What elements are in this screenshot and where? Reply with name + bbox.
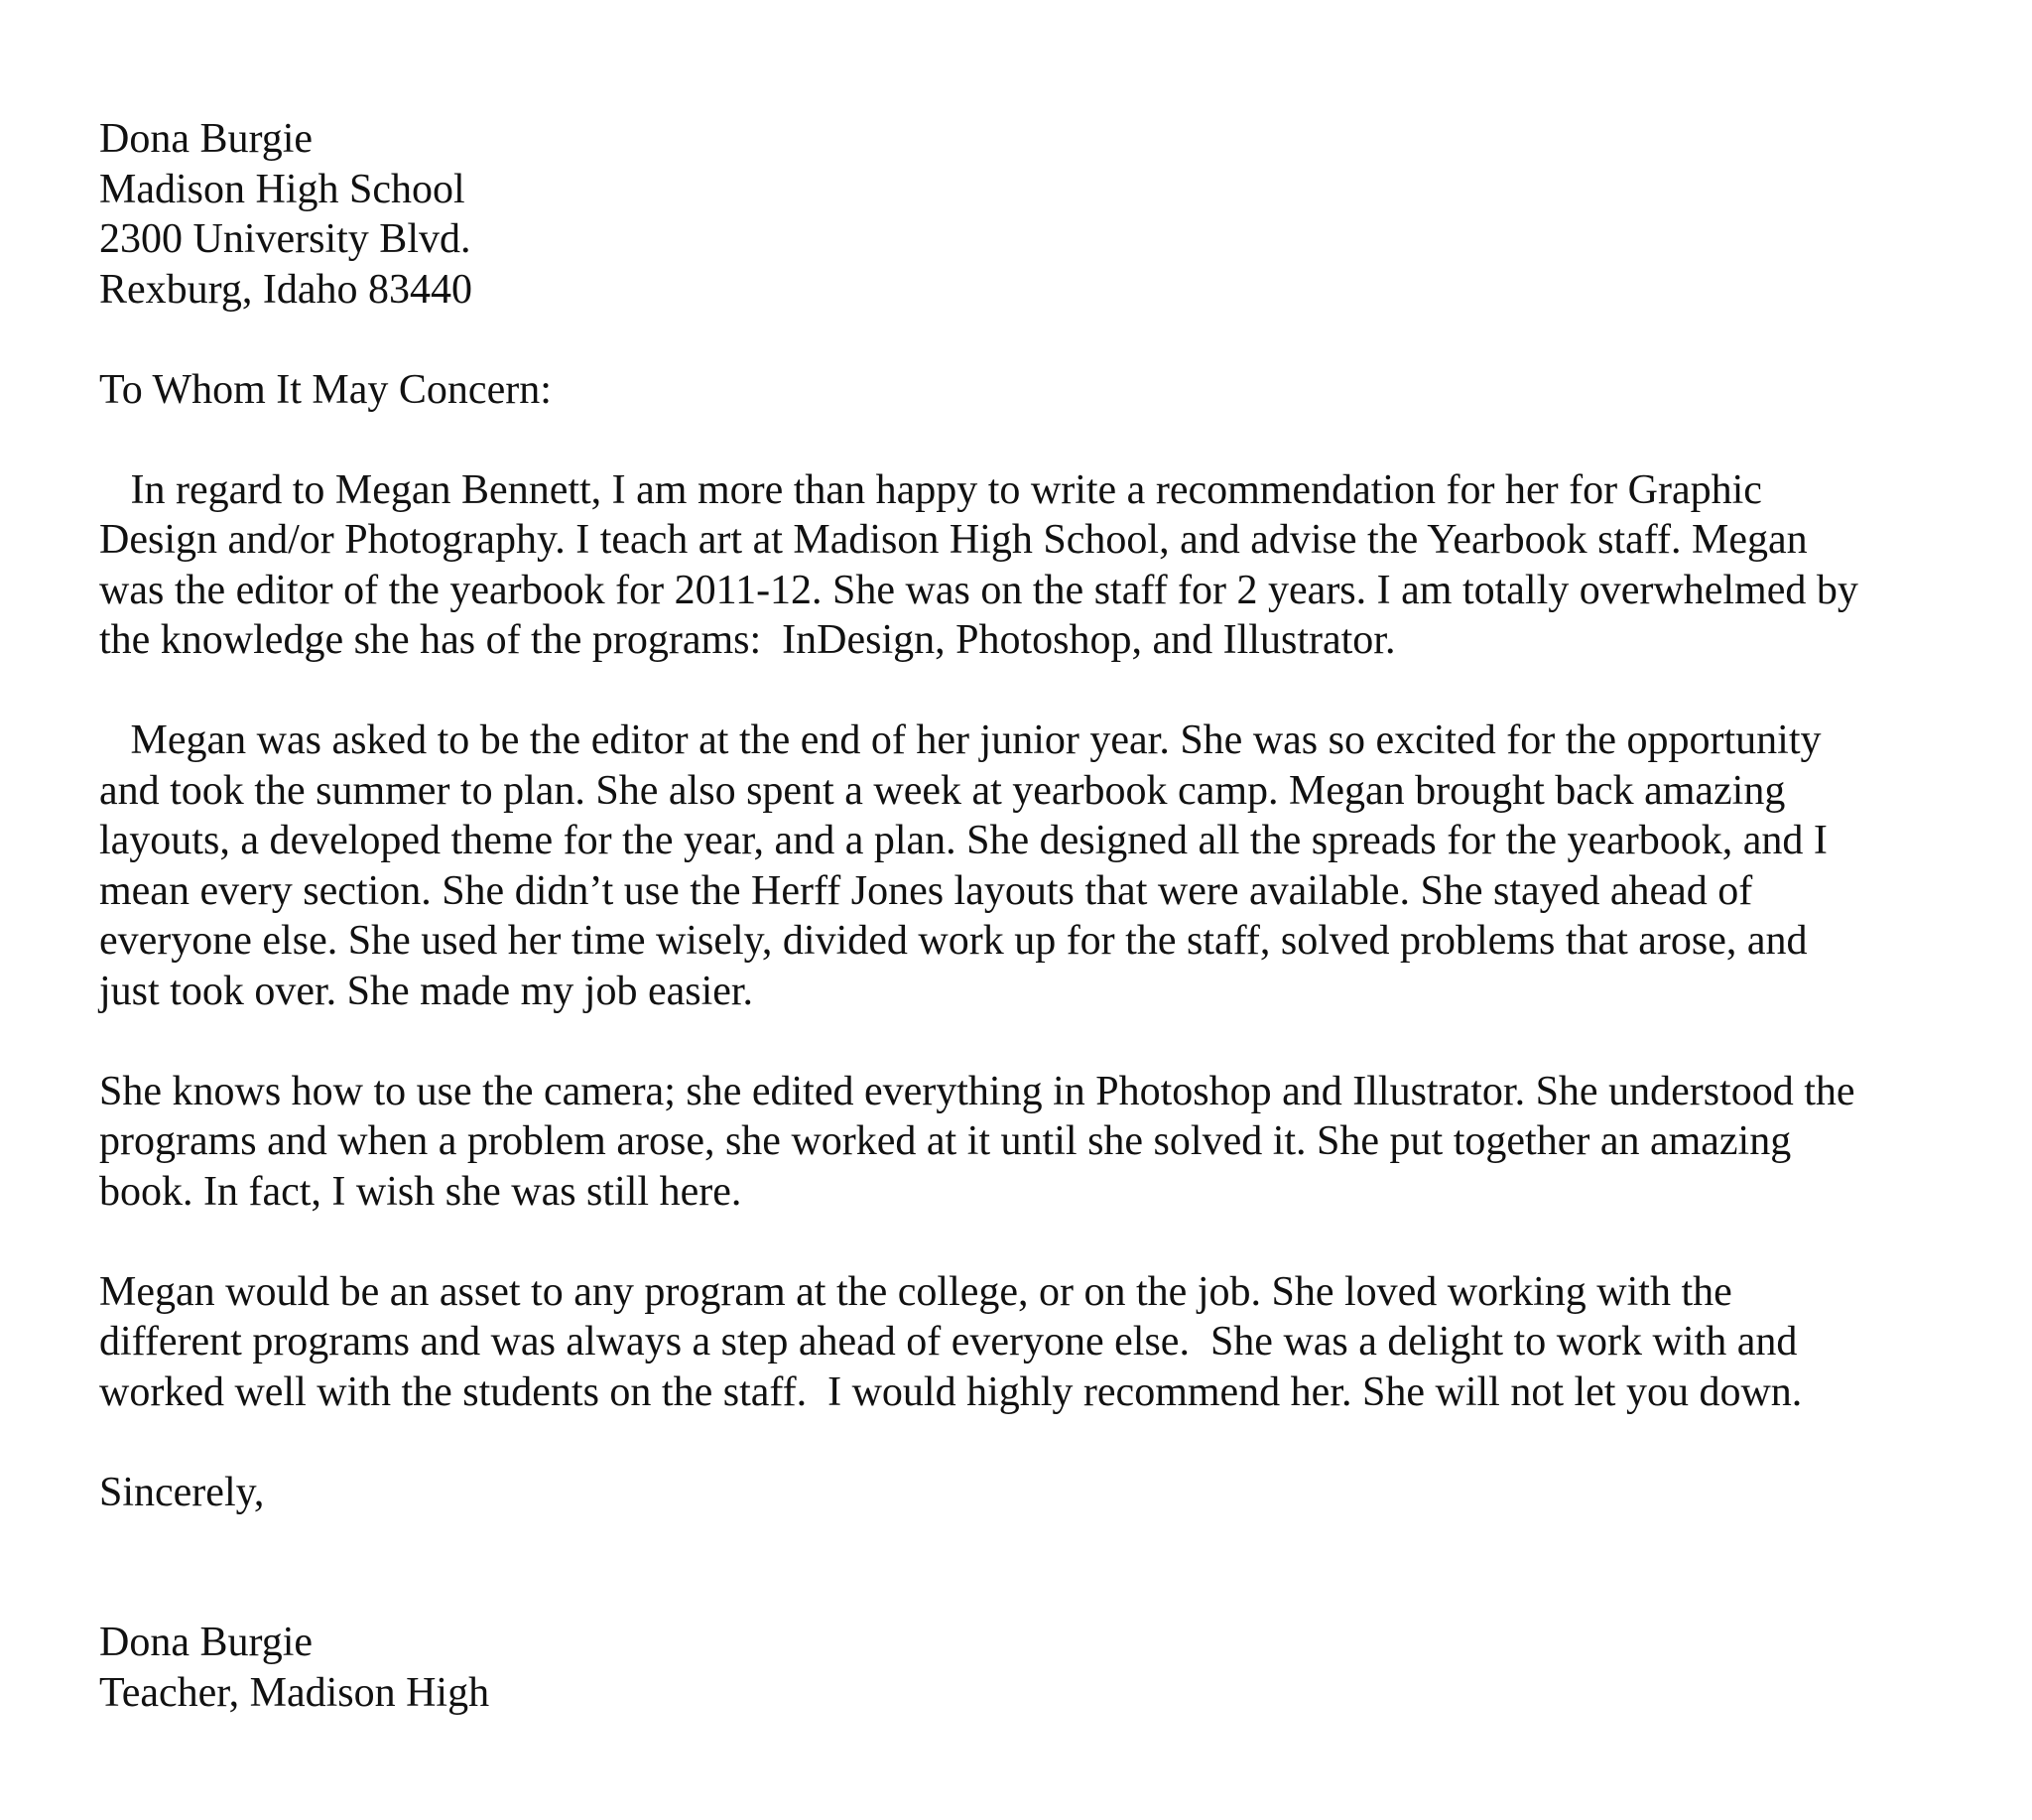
paragraph-line: everyone else. She used her time wisely, divided work up for the staff, solved problems that arose, and — [99, 918, 1808, 964]
paragraph-line: programs and when a problem arose, she worked at it until she solved it. She put together an amazing — [99, 1118, 1792, 1164]
spacer — [99, 1417, 2004, 1468]
paragraph-line: Design and/or Photography. I teach art at Madison High School, and advise the Yearbook staff. Megan — [99, 517, 1808, 563]
sender-street: 2300 University Blvd. — [99, 216, 471, 262]
sender-school: Madison High School — [99, 166, 465, 212]
paragraph-line: just took over. She made my job easier. — [99, 968, 754, 1014]
paragraph-line: and took the summer to plan. She also spent a week at yearbook camp. Megan brought back amazing — [99, 767, 1786, 814]
paragraph-line: She knows how to use the camera; she edited everything in Photoshop and Illustrator. She understood the — [99, 1068, 1855, 1114]
paragraph-line: Megan was asked to be the editor at the end of her junior year. She was so excited for the opportunity — [99, 717, 1822, 763]
sender-name: Dona Burgie — [99, 116, 314, 162]
spacer — [99, 666, 2004, 716]
paragraph-line: mean every section. She didn’t use the Herff Jones layouts that were available. She stayed ahead of — [99, 867, 1753, 914]
spacer — [99, 1016, 2004, 1067]
paragraph-2 — [99, 715, 2004, 1016]
sender-city-state-zip: Rexburg, Idaho 83440 — [99, 266, 473, 313]
sender-address — [99, 114, 2004, 315]
signature-space — [99, 1517, 2004, 1618]
paragraph-line: worked well with the students on the staff. I would highly recommend her. She will not let you down. — [99, 1368, 1803, 1415]
paragraph-line: layouts, a developed theme for the year, and a plan. She designed all the spreads for the yearbook, and I — [99, 818, 1828, 863]
paragraph-line: was the editor of the yearbook for 2011-12. She was on the staff for 2 years. I am totally overwhelmed by — [99, 567, 1858, 613]
paragraph-line: In regard to Megan Bennett, I am more than happy to write a recommendation for her for Graphic — [99, 466, 1762, 513]
closing: Sincerely, — [99, 1469, 265, 1515]
letter — [99, 114, 2004, 1718]
paragraph-line: the knowledge she has of the programs: InDesign, Photoshop, and Illustrator. — [99, 617, 1396, 663]
spacer — [99, 415, 2004, 465]
paragraph-line: different programs and was always a step ahead of everyone else. She was a delight to work with and — [99, 1319, 1798, 1365]
salutation: To Whom It May Concern: — [99, 366, 552, 413]
signature-block — [99, 1618, 2004, 1718]
paragraph-3 — [99, 1067, 2004, 1218]
paragraph-line: Megan would be an asset to any program at the college, or on the job. She loved working with the — [99, 1268, 1732, 1315]
paragraph-1 — [99, 465, 2004, 666]
spacer — [99, 315, 2004, 365]
paragraph-line: book. In fact, I wish she was still here. — [99, 1168, 742, 1215]
signature-name: Dona Burgie — [99, 1620, 314, 1665]
spacer — [99, 1217, 2004, 1267]
signature-title: Teacher, Madison High — [99, 1669, 490, 1716]
paragraph-4 — [99, 1267, 2004, 1418]
